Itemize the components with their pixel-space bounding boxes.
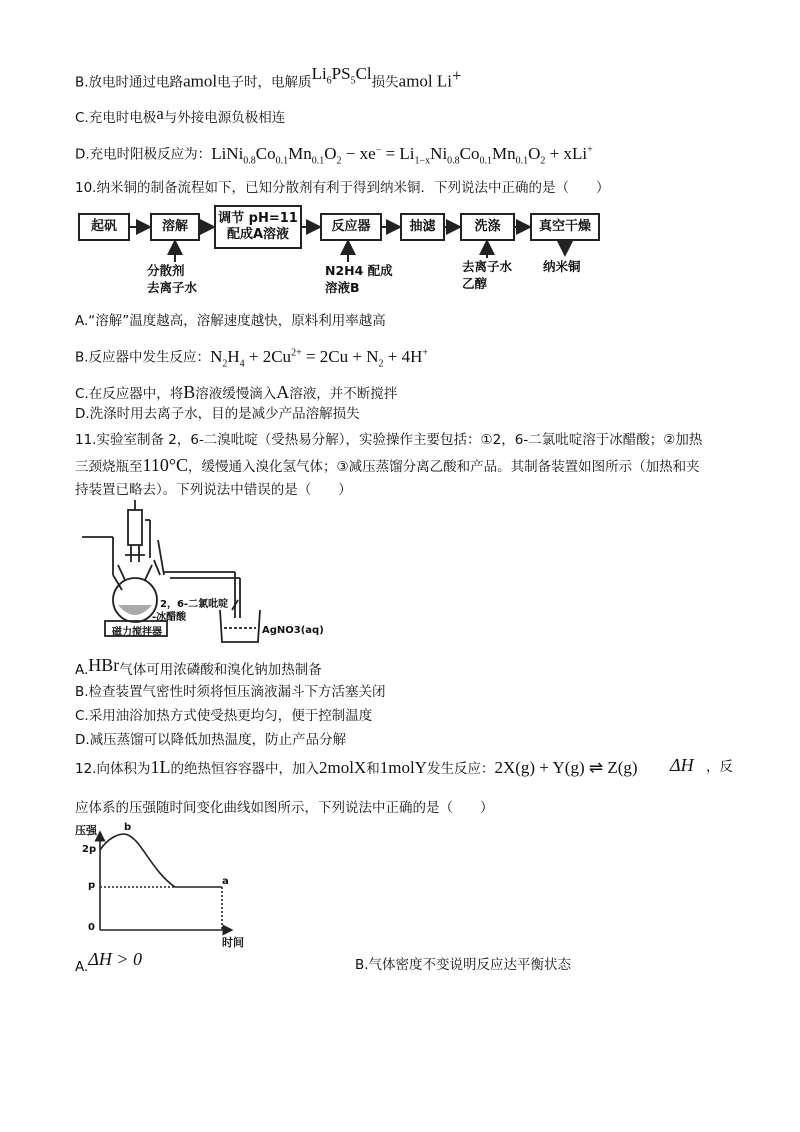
stirrer-label: 磁力搅拌器: [112, 627, 162, 638]
q10-option-d: D.洗涤时用去离子水，目的是减少产品溶解损失: [75, 406, 360, 422]
q9-option-c: C.充电时电极a与外接电源负极相连: [75, 104, 286, 126]
graph-point-b: b: [124, 822, 132, 833]
q10-stem: 10.纳米铜的制备流程如下，已知分散剂有利于得到纳米铜．下列说法中正确的是（ ）: [75, 180, 610, 196]
q12-option-a: A.ΔH > 0: [75, 949, 143, 975]
graph-y-axis-label: 压强: [75, 824, 97, 837]
flow-step-dissolve: 溶解: [150, 213, 200, 241]
q11-option-c: C.采用油浴加热方式使受热更均匀，便于控制温度: [75, 708, 373, 724]
q11-option-d: D.减压蒸馏可以降低加热温度，防止产品分解: [75, 732, 347, 748]
reactor-equation: $N_2H_4 + 2Cu^{2+} = 2Cu + N_2 + 4H^+$: [210, 346, 429, 370]
flask-label-solvent: -冰醋酸: [152, 612, 187, 623]
q10-option-a: A.“溶解”温度越高，溶解速度越快，原料利用率越高: [75, 313, 386, 329]
q10-option-c: C.在反应器中，将B溶液缓慢滴入A溶液，并不断搅拌: [75, 382, 398, 402]
graph-x-axis-label: 时间: [222, 936, 244, 949]
flow-step-reactor: 反应器: [320, 213, 382, 241]
graph-tick-2p: 2p: [82, 844, 97, 855]
beaker-label: AgNO3(aq): [262, 625, 324, 636]
q11-stem-line1: 11.实验室制备 2，6-二溴吡啶（受热易分解），实验操作主要包括：①2，6-二氯吡啶溶于冰醋酸；②加热: [75, 432, 703, 448]
q12-stem-line1: 12.向体积为1L的绝热恒容容器中，加入2molX和1molY发生反应：2X(g) + Y(g) ⇌ Z(g): [75, 757, 638, 777]
flask-label-reactant: 2，6-二氯吡啶: [160, 599, 229, 610]
q10-option-b: B.反应器中发生反应：$N_2H_4 + 2Cu^{2+} = 2Cu + N_2 + 4H^+$: [75, 346, 429, 370]
q9-option-d: D.充电时阳极反应为：$LiNi_{0.8}Co_{0.1}Mn_{0.1}O_2 - xe^- = Li_{1-x}Ni_{0.8}Co_{0.1}Mn_{0.1}O_2 + xLi^+$: [75, 143, 593, 167]
anode-equation: $LiNi_{0.8}Co_{0.1}Mn_{0.1}O_2 - xe^- = Li_{1-x}Ni_{0.8}Co_{0.1}Mn_{0.1}O_2 + xLi^+$: [211, 143, 593, 167]
flow-step-wash: 洗涤: [460, 213, 515, 241]
q12-stem-line2: 应体系的压强随时间变化曲线如图所示，下列说法中正确的是（ ）: [75, 800, 494, 816]
flow-step-dry: 真空干燥: [530, 213, 600, 241]
product-output-label: 纳米铜: [543, 259, 581, 274]
graph-tick-p: p: [88, 880, 96, 891]
wash-input-label: 去离子水 乙醇: [462, 259, 513, 291]
q12-stem-end: ，反: [706, 759, 733, 775]
q11-option-b: B.检查装置气密性时须将恒压滴液漏斗下方活塞关闭: [75, 684, 386, 700]
q11-option-a: A.HBr气体可用浓磷酸和溴化钠加热制备: [75, 655, 322, 678]
q9-option-b: B.放电时通过电路amol电子时，电解质$Li_6PS_5Cl$损失amol Li+: [75, 63, 462, 91]
graph-point-a: a: [222, 876, 229, 887]
reactor-input-label: N2H4 配成 溶液B: [325, 263, 393, 295]
q12-delta-h: ΔH: [670, 755, 694, 775]
flow-step-filter: 抽滤: [400, 213, 445, 241]
q11-stem-line3: 持装置已略去）。下列说法中错误的是（ ）: [75, 482, 352, 498]
q12-reaction-equation: 2X(g) + Y(g) ⇌ Z(g): [494, 758, 638, 777]
electrolyte-formula: $Li_6PS_5Cl$: [311, 63, 372, 86]
q12-option-b: B.气体密度不变说明反应达平衡状态: [355, 957, 572, 973]
dissolve-input-label: 分散剂 去离子水: [147, 263, 198, 295]
q11-stem-line2: 三颈烧瓶至110°C，缓慢通入溴化氢气体；③减压蒸馏分离乙酸和产品。其制备装置如图所示（加热和夹: [75, 455, 700, 475]
graph-origin: 0: [88, 922, 95, 933]
flow-step-start: 起矾: [78, 213, 130, 241]
flow-step-adjust-ph: 调节 pH=11 配成A溶液: [214, 205, 302, 249]
